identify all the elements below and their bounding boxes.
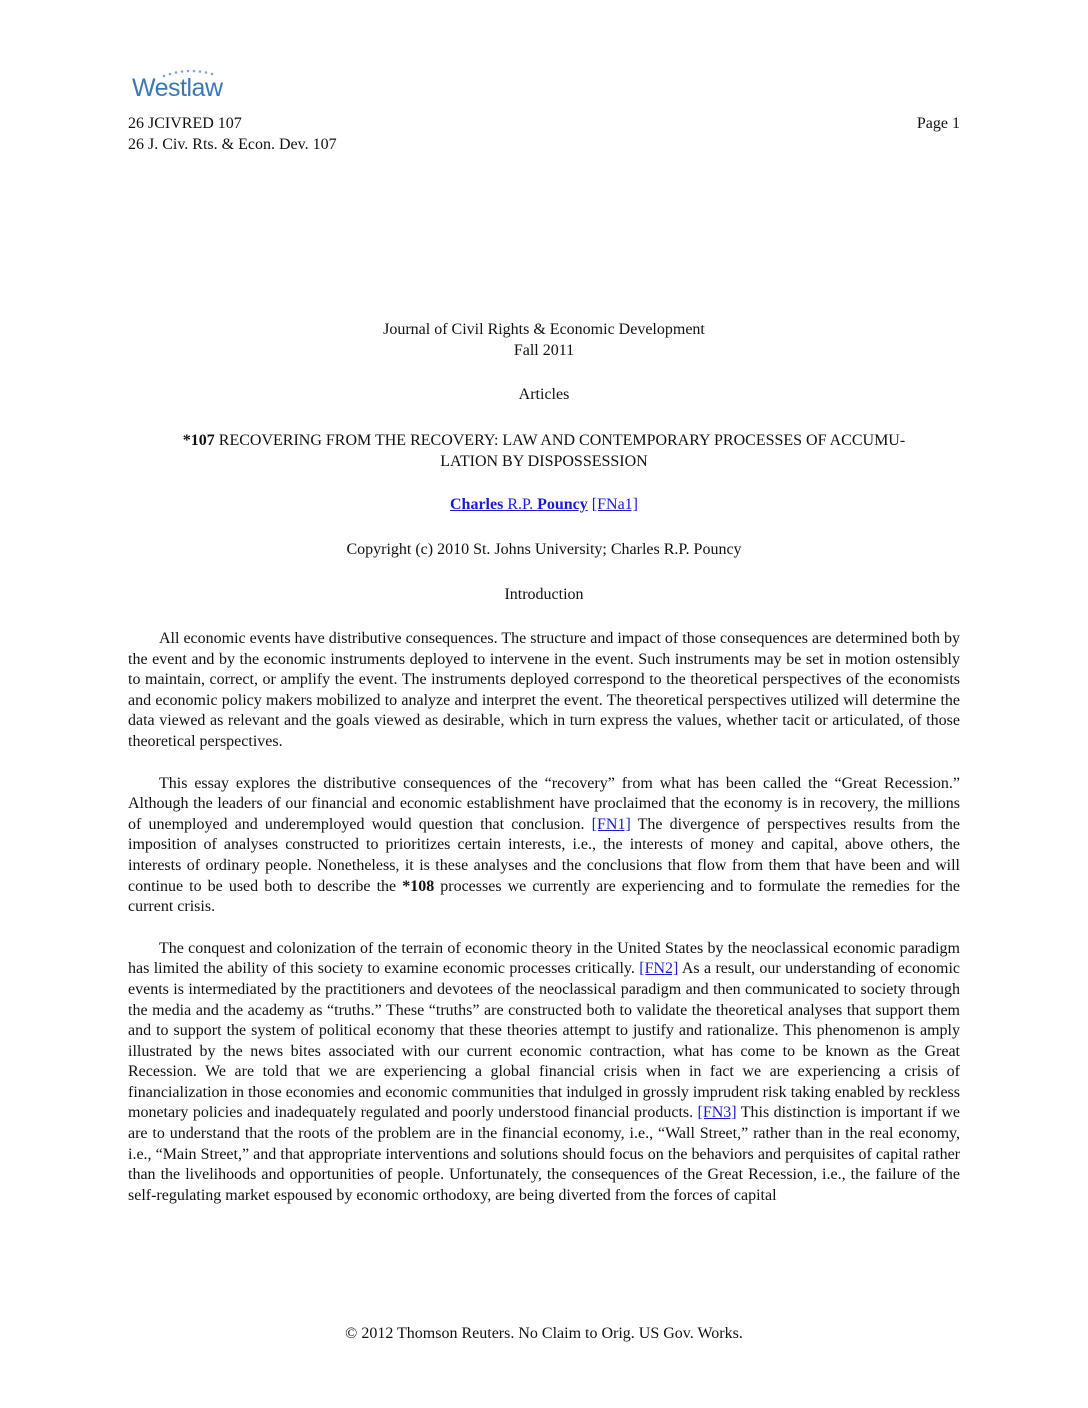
article-title — [128, 430, 960, 472]
star-page-107: *107 — [182, 432, 215, 449]
journal-issue: Fall 2011 — [513, 342, 575, 359]
journal-name: Journal of Civil Rights & Economic Development — [383, 321, 705, 338]
journal-block — [128, 319, 960, 361]
page-footer: © 2012 Thomson Reuters. No Claim to Orig. US Gov. Works. — [345, 1325, 743, 1342]
article-body — [128, 629, 960, 1227]
title-text: RECOVERING FROM THE RECOVERY: LAW AND CONTEMPORARY PROCESSES OF ACCUMU-LATION BY DISPOSSESSION — [214, 432, 906, 470]
copyright-line: Copyright (c) 2010 St. Johns University; Charles R.P. Pouncy — [346, 541, 742, 558]
footnote-link-fn2[interactable]: [FN2] — [639, 960, 679, 978]
footnote-link-fn3[interactable]: [FN3] — [697, 1104, 737, 1122]
footnote-link-fna1[interactable]: [FNa1] — [591, 496, 638, 513]
section-label: Articles — [518, 386, 570, 403]
page-number: Page 1 — [916, 115, 960, 132]
intro-heading: Introduction — [504, 586, 584, 603]
citation-primary: 26 JCIVRED 107 — [128, 115, 242, 132]
author-line — [128, 494, 960, 515]
paragraph-1: All economic events have distributive consequences. The structure and impact of those consequences are determined both by the event and by the economic instruments deployed to intervene in the event. Such instruments may be set in motion ostensibly to maintain, correct, or amplify the event. The instruments deployed correspond to the theoretical perspectives of the economists and economic policy makers mobilized to analyze and interpret the event. The theoretical perspectives utilized will determine the data viewed as relevant and the goals viewed as desirable, which in turn express the values, whether tacit or articulated, of those theoretical perspectives. — [128, 630, 960, 750]
author-link[interactable]: Charles R.P. Pouncy — [449, 496, 588, 513]
footnote-link-fn1[interactable]: [FN1] — [591, 815, 631, 833]
page-header — [128, 113, 960, 155]
citation-secondary: 26 J. Civ. Rts. & Econ. Dev. 107 — [128, 136, 337, 153]
westlaw-logo — [132, 68, 242, 104]
paragraph-2: This essay explores the distributive consequences of the “recovery” from what has been called the “Great Recession.” Although the leaders of our financial and economic establishment have proclaimed that the economy is in recovery, the millions of unemployed and underemployed would question that conclusion. [FN1] The divergence of perspectives results from the imposition of analyses constructed to prioritizes certain interests, i.e., the interests of money and capital, above others, the interests of ordinary people. Nonetheless, it is these analyses and the conclusions that flow from them that have been and will continue to be used both to describe the *108 processes we currently are experiencing and to formulate the remedies for the current crisis. — [128, 774, 961, 916]
paragraph-3: The conquest and colonization of the terrain of economic theory in the United States by the neoclassical economic paradigm has limited the ability of this society to examine economic processes critically. [FN2] As a result, our understanding of economic events is intermediated by the practitioners and devotees of the neoclassical paradigm and then communicated to society through the media and the academy as “truths.” These “truths” are constructed both to validate the theoretical analyses that support them and to support the system of political economy that these theories attempt to justify and rationalize. This phenomenon is amply illustrated by the news bites associated with our current economic contraction, what has come to be known as the Great Recession. We are told that we are experiencing a global financial crisis when in fact we are experiencing a crisis of financialization in those economies and economic communities that indulged in grossly imprudent risk taking enabled by reckless monetary policies and inadequately regulated and poorly understood financial products. [FN3] This distinction is important if we are to understand that the roots of the problem are in the financial economy, i.e., “Wall Street,” rather than in the real economy, i.e., “Main Street,” and that appropriate interventions and solutions should focus on the behaviors and perquisites of capital rather than the livelihoods and opportunities of people. Unfortunately, the consequences of the Great Recession, i.e., the failure of the self-regulating market espoused by economic orthodoxy, are being diverted from the forces of capital — [128, 939, 961, 1204]
logo-text: Westlaw — [132, 74, 223, 102]
star-page-108: *108 — [402, 877, 435, 895]
